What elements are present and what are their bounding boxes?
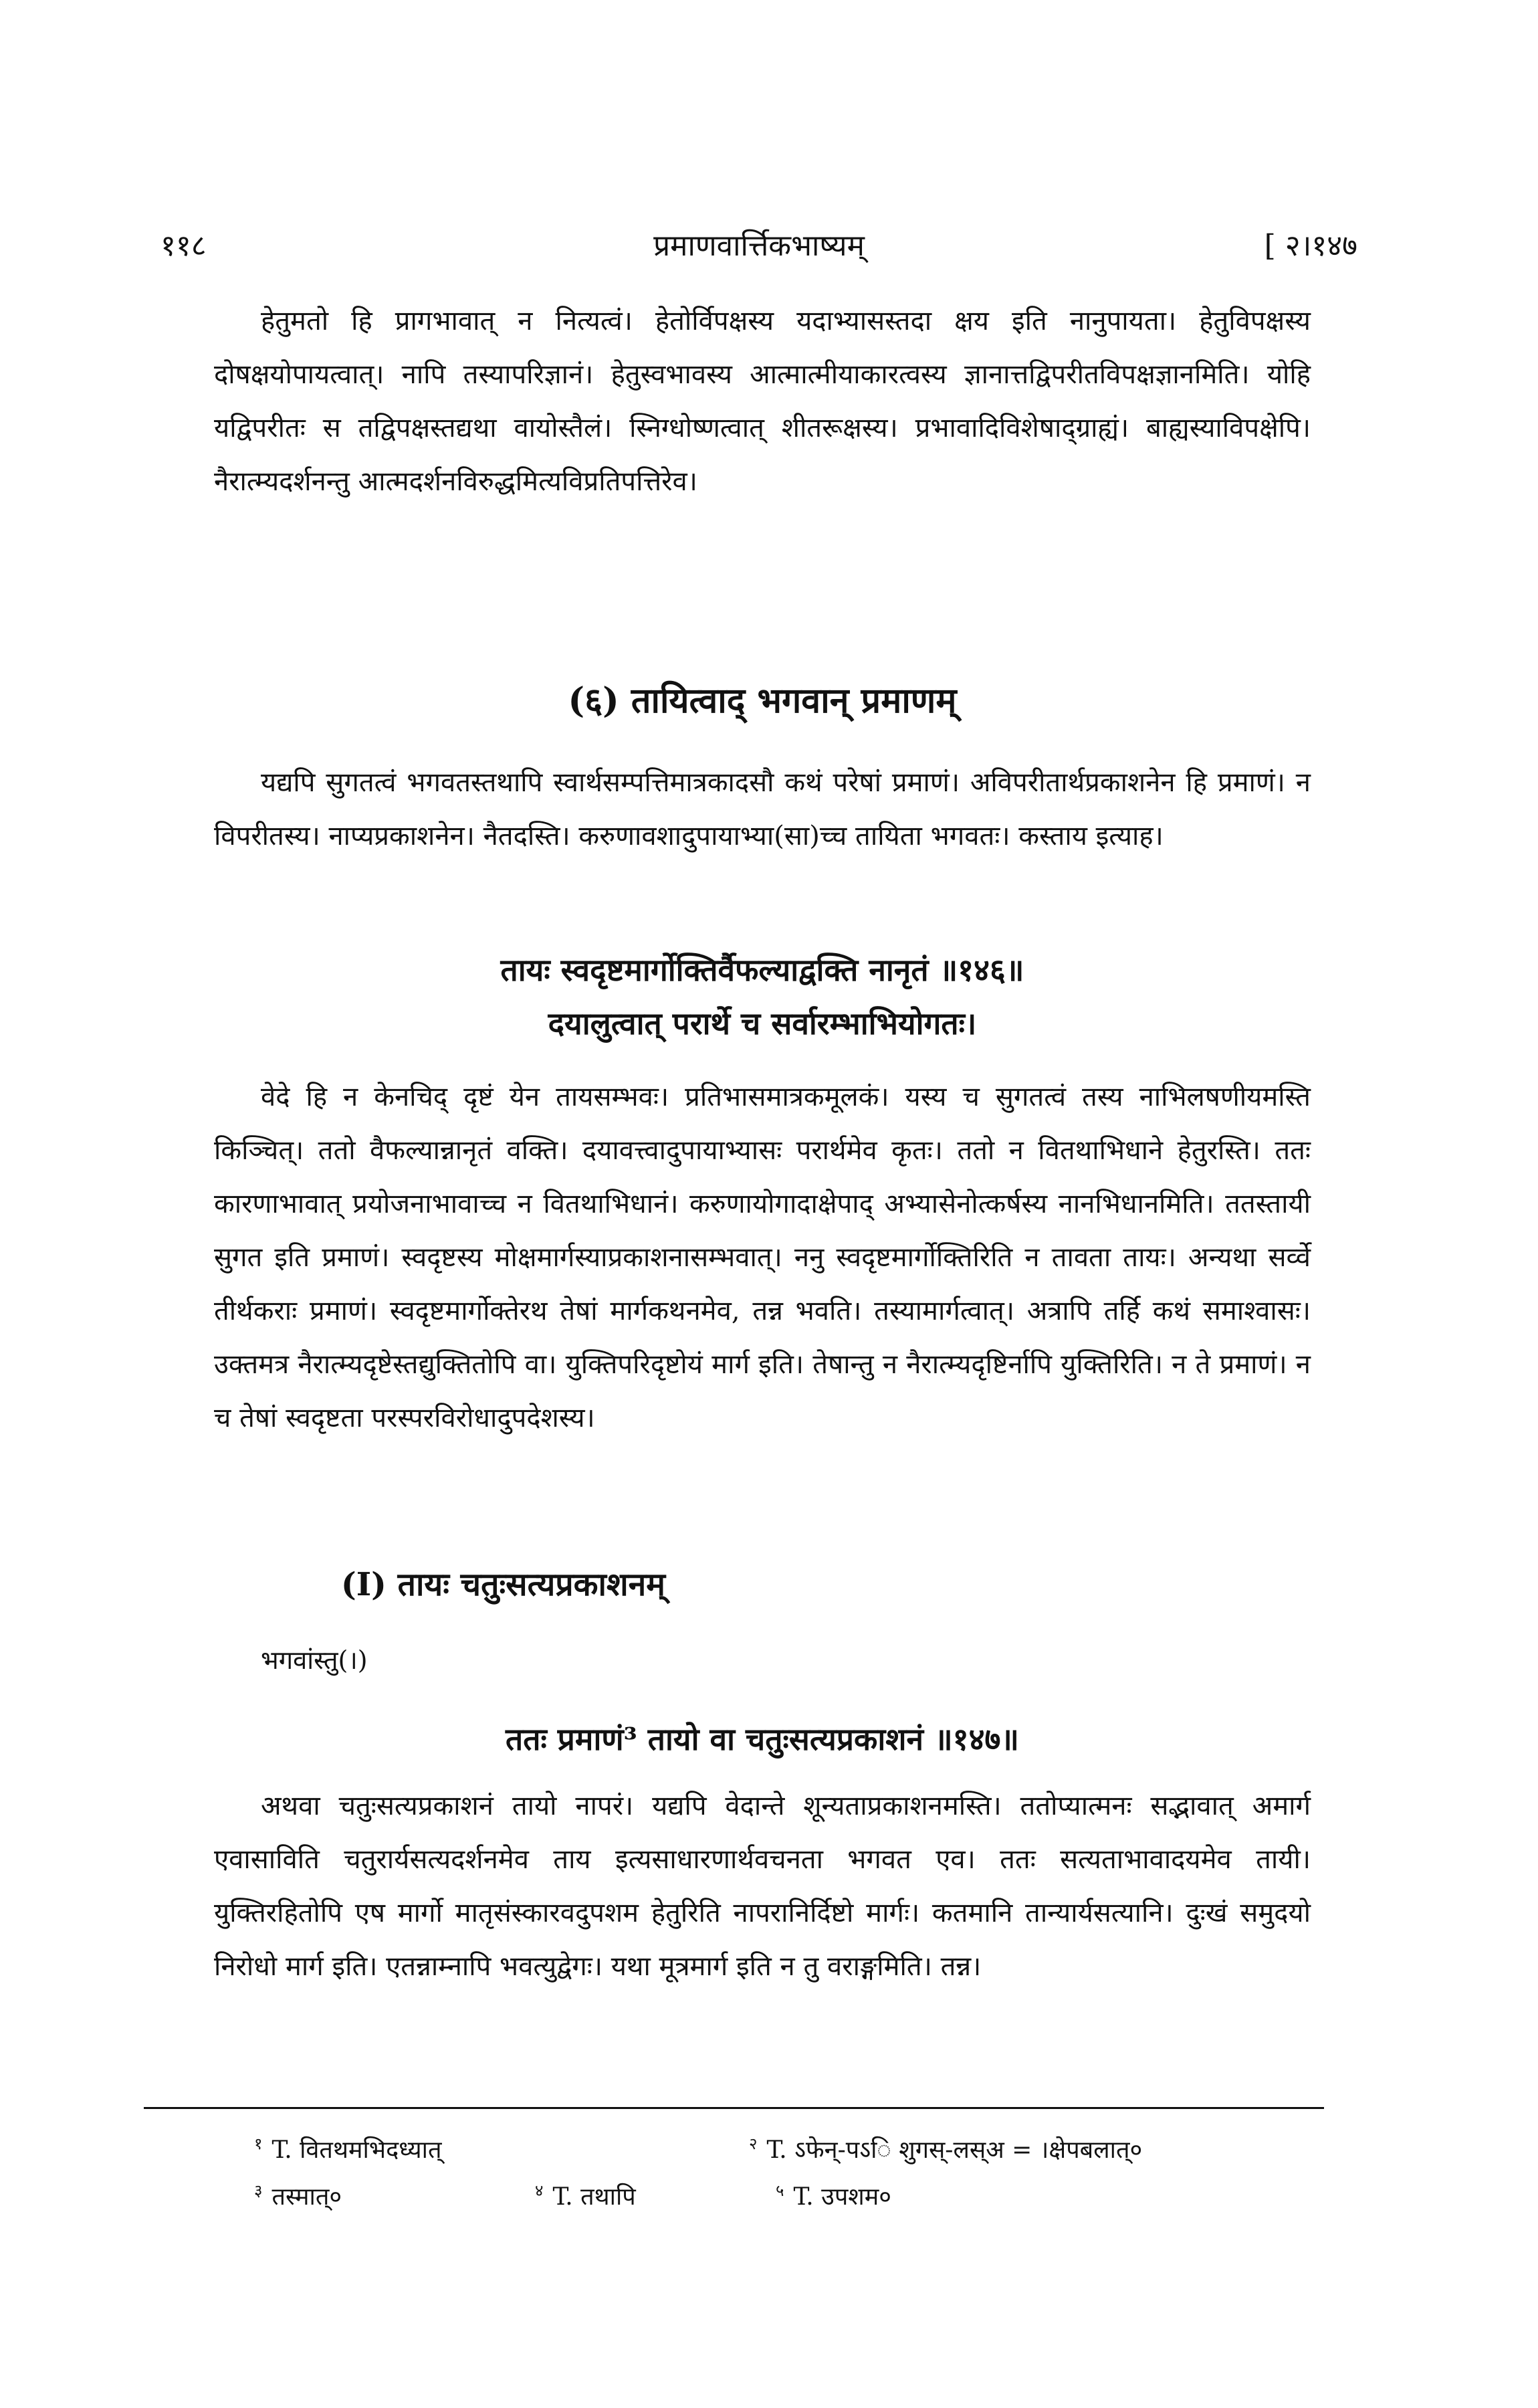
footnote-text: T. उपशम०: [793, 2183, 891, 2211]
verse-reference: [ २।१४७: [1264, 229, 1357, 263]
footnote-mark: ४: [535, 2181, 544, 2200]
paragraph-4: [214, 1779, 1311, 1993]
footnote-3: [254, 2167, 342, 2221]
page-header: [160, 224, 1357, 271]
section-heading: (६) तायित्वाद् भगवान् प्रमाणम्: [568, 680, 957, 721]
lead-line: भगवांस्तु(।): [261, 1645, 368, 1675]
paragraph-1: [214, 294, 1311, 508]
footnote-1: [254, 2120, 442, 2174]
footnote-row-2: [254, 2167, 1324, 2214]
verse-146: [214, 943, 1311, 1050]
footnote-divider: [144, 2107, 1324, 2109]
paragraph-2: [214, 756, 1311, 863]
footnote-text: T. तथापि: [552, 2183, 636, 2211]
paragraph-3-text: वेदे हि न केनचिद् दृष्टं येन तायसम्भवः। प्रतिभासमात्रकमूलकं। यस्य च सुगतत्वं तस्य नाभिलषणीयमस्ति किञ्चित्। ततो वैफल्यान्नानृतं वक्ति। दयावत्त्वादुपायाभ्यासः परार्थमेव कृतः। ततो न वितथाभिधाने हेतुरस्ति। ततः कारणाभावात् प्रयोजनाभावाच्च न वितथाभिधानं। करुणायोगादाक्षेपाद् अभ्यासेनोत्कर्षस्य नानभिधानमिति। ततस्तायी सुगत इति प्रमाणं। स्वदृष्टस्य मोक्षमार्गस्याप्रकाशनासम्भवात्। ननु स्वदृष्टमार्गोक्तिरिति न तावता तायः। अन्यथा सर्व्वे तीर्थकराः प्रमाणं। स्वदृष्टमार्गोक्तेरथ तेषां मार्गकथनमेव, तन्न भवति। तस्यामार्गत्वात्। अत्रापि तर्हि कथं समाश्वासः। उक्तमत्र नैरात्म्यदृष्टेस्तद्युक्तितोपि वा। युक्तिपरिदृष्टोयं मार्ग इति। तेषान्तु न नैरात्म्यदृष्टिर्नापि युक्तिरिति। न ते प्रमाणं। न च तेषां स्वदृष्टता परस्परविरोधादुपदेशस्य।: [214, 1082, 1311, 1433]
running-title: प्रमाणवार्त्तिकभाष्यम्: [653, 229, 865, 263]
footnote-4: [535, 2167, 636, 2221]
sub-heading: (I) तायः चतुःसत्यप्रकाशनम्: [341, 1566, 665, 1603]
footnote-row-1: [254, 2120, 1324, 2167]
footnote-mark: १: [254, 2134, 263, 2153]
verse-147: ततः प्रमाणं³ तायो वा चतुःसत्यप्रकाशनं ॥१४७॥: [506, 1721, 1019, 1757]
footnote-mark: ३: [254, 2181, 263, 2200]
page-number: ११८: [160, 229, 207, 263]
footnote-2: [749, 2120, 1142, 2174]
paragraph-1-text: हेतुमतो हि प्रागभावात् न नित्यत्वं। हेतोर्विपक्षस्य यदाभ्यासस्तदा क्षय इति नानुपायता। हेतुविपक्षस्य दोषक्षयोपायत्वात्। नापि तस्यापरिज्ञानं। हेतुस्वभावस्य आत्मात्मीयाकारत्वस्य ज्ञानात्तद्विपरीतविपक्षज्ञानमिति। योहि यद्विपरीतः स तद्विपक्षस्तद्यथा वायोस्तैलं। स्निग्धोष्णत्वात् शीतरूक्षस्य। प्रभावादिविशेषाद्ग्राह्यं। बाह्यस्याविपक्षेपि। नैरात्म्यदर्शनन्तु आत्मदर्शनविरुद्धमित्यविप्रतिपत्तिरेव।: [214, 306, 1311, 497]
footnote-text: T. ऽफेन्-पऽि शुगस्-लस्अ = ।क्षेपबलात्०: [766, 2136, 1143, 2164]
footnote-text: T. वितथमभिदध्यात्: [271, 2136, 442, 2164]
paragraph-4-text: अथवा चतुःसत्यप्रकाशनं तायो नापरं। यद्यपि वेदान्ते शून्यताप्रकाशनमस्ति। ततोप्यात्मनः सद्भावात् अमार्ग एवासाविति चतुरार्यसत्यदर्शनमेव ताय इत्यसाधारणार्थवचनता भगवत एव। ततः सत्यताभावादयमेव तायी। युक्तिरहितोपि एष मार्गो मातृसंस्कारवदुपशम हेतुरिति नापरानिर्दिष्टो मार्गः। कतमानि तान्यार्यसत्यानि। दुःखं समुदयो निरोधो मार्ग इति। एतन्नाम्नापि भवत्युद्वेगः। यथा मूत्रमार्ग इति न तु वराङ्गमिति। तन्न।: [214, 1791, 1311, 1982]
footnote-mark: ५: [776, 2181, 784, 2200]
footnotes: [254, 2120, 1324, 2214]
footnote-text: तस्मात्०: [271, 2183, 342, 2211]
paragraph-3: [214, 1070, 1311, 1445]
footnote-5: [776, 2167, 891, 2221]
paragraph-2-text: यद्यपि सुगतत्वं भगवतस्तथापि स्वार्थसम्पत्तिमात्रकादसौ कथं परेषां प्रमाणं। अविपरीतार्थप्रकाशनेन हि प्रमाणं। न विपरीतस्य। नाप्यप्रकाशनेन। नैतदस्ति। करुणावशादुपायाभ्या(सा)च्च तायिता भगवतः। कस्ताय इत्याह।: [214, 767, 1311, 851]
verse-146-line-1: तायः स्वदृष्टमार्गोक्तिर्वैफल्याद्वक्ति नानृतं ॥१४६॥: [500, 952, 1024, 988]
verse-146-line-2: दयालुत्वात् परार्थे च सर्वारम्भाभियोगतः।: [548, 1005, 977, 1041]
footnote-mark: २: [749, 2134, 758, 2153]
